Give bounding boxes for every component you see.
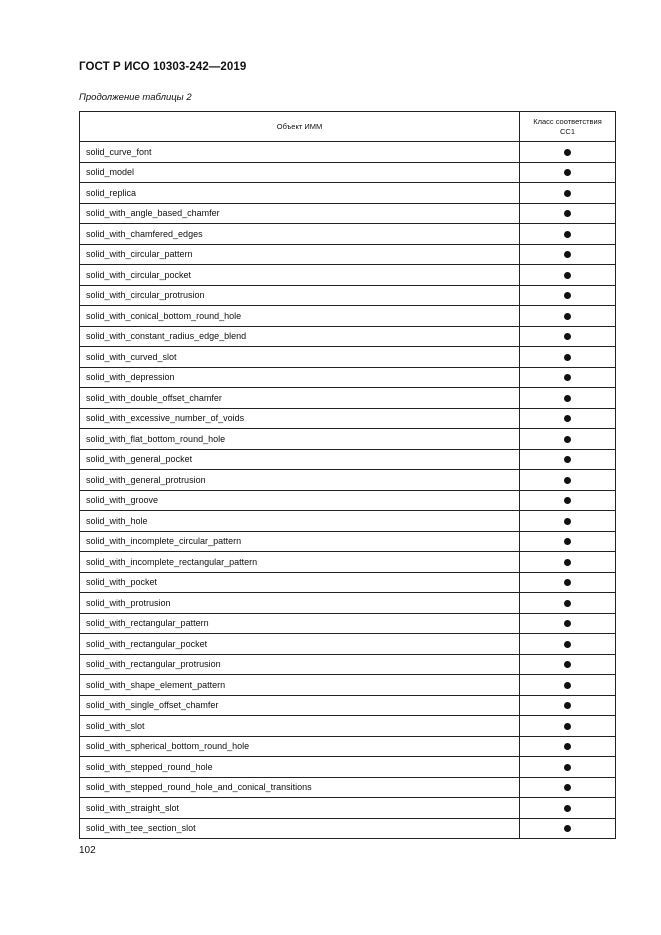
object-name-cell: solid_with_incomplete_rectangular_pattern <box>80 552 520 573</box>
object-name-cell: solid_replica <box>80 183 520 204</box>
filled-circle-icon <box>564 313 571 320</box>
filled-circle-icon <box>564 374 571 381</box>
object-name-cell: solid_with_rectangular_protrusion <box>80 654 520 675</box>
filled-circle-icon <box>564 477 571 484</box>
filled-circle-icon <box>564 764 571 771</box>
conformance-mark-cell <box>520 388 616 409</box>
conformance-mark-cell <box>520 162 616 183</box>
document-standard-title: ГОСТ Р ИСО 10303-242—2019 <box>79 61 247 73</box>
table-header-row <box>80 112 616 142</box>
conformance-mark-cell <box>520 224 616 245</box>
table-row <box>80 142 616 163</box>
table-row <box>80 388 616 409</box>
table-row <box>80 224 616 245</box>
conformance-mark-cell <box>520 777 616 798</box>
object-name-cell: solid_with_straight_slot <box>80 798 520 819</box>
filled-circle-icon <box>564 579 571 586</box>
conformance-mark-cell <box>520 654 616 675</box>
filled-circle-icon <box>564 620 571 627</box>
table-row <box>80 347 616 368</box>
filled-circle-icon <box>564 538 571 545</box>
filled-circle-icon <box>564 190 571 197</box>
table-row <box>80 634 616 655</box>
filled-circle-icon <box>564 682 571 689</box>
conformance-mark-cell <box>520 203 616 224</box>
conformance-mark-cell <box>520 531 616 552</box>
column-header-class <box>520 112 616 142</box>
filled-circle-icon <box>564 436 571 443</box>
table-row <box>80 367 616 388</box>
filled-circle-icon <box>564 169 571 176</box>
filled-circle-icon <box>564 272 571 279</box>
object-name-cell: solid_with_general_pocket <box>80 449 520 470</box>
conformance-mark-cell <box>520 818 616 839</box>
filled-circle-icon <box>564 825 571 832</box>
table-row <box>80 183 616 204</box>
conformance-table <box>79 111 616 839</box>
conformance-mark-cell <box>520 511 616 532</box>
filled-circle-icon <box>564 354 571 361</box>
conformance-mark-cell <box>520 326 616 347</box>
object-name-cell: solid_with_curved_slot <box>80 347 520 368</box>
filled-circle-icon <box>564 231 571 238</box>
object-name-cell: solid_with_rectangular_pocket <box>80 634 520 655</box>
object-name-cell: solid_with_angle_based_chamfer <box>80 203 520 224</box>
filled-circle-icon <box>564 456 571 463</box>
filled-circle-icon <box>564 743 571 750</box>
object-name-cell: solid_with_excessive_number_of_voids <box>80 408 520 429</box>
object-name-cell: solid_with_stepped_round_hole <box>80 757 520 778</box>
object-name-cell: solid_with_chamfered_edges <box>80 224 520 245</box>
object-name-cell: solid_with_protrusion <box>80 593 520 614</box>
table-row <box>80 798 616 819</box>
conformance-mark-cell <box>520 285 616 306</box>
object-name-cell: solid_with_circular_pattern <box>80 244 520 265</box>
table-row <box>80 552 616 573</box>
object-name-cell: solid_with_tee_section_slot <box>80 818 520 839</box>
table-row <box>80 716 616 737</box>
conformance-mark-cell <box>520 367 616 388</box>
column-header-class-line2: CC1 <box>559 126 575 136</box>
filled-circle-icon <box>564 395 571 402</box>
conformance-mark-cell <box>520 347 616 368</box>
table-row <box>80 429 616 450</box>
conformance-mark-cell <box>520 716 616 737</box>
table-body <box>80 142 616 839</box>
table-row <box>80 470 616 491</box>
filled-circle-icon <box>564 415 571 422</box>
object-name-cell: solid_with_incomplete_circular_pattern <box>80 531 520 552</box>
column-header-class-line1: Класс соответствия <box>533 116 602 126</box>
conformance-mark-cell <box>520 490 616 511</box>
object-name-cell: solid_with_stepped_round_hole_and_conical_transitions <box>80 777 520 798</box>
filled-circle-icon <box>564 149 571 156</box>
table-row <box>80 265 616 286</box>
filled-circle-icon <box>564 600 571 607</box>
object-name-cell: solid_with_slot <box>80 716 520 737</box>
conformance-mark-cell <box>520 306 616 327</box>
conformance-mark-cell <box>520 736 616 757</box>
table-row <box>80 654 616 675</box>
conformance-mark-cell <box>520 265 616 286</box>
column-header-object: Объект ИММ <box>80 112 520 142</box>
table-row <box>80 736 616 757</box>
object-name-cell: solid_with_shape_element_pattern <box>80 675 520 696</box>
table-row <box>80 777 616 798</box>
table-row <box>80 490 616 511</box>
table-row <box>80 531 616 552</box>
conformance-mark-cell <box>520 798 616 819</box>
conformance-mark-cell <box>520 675 616 696</box>
filled-circle-icon <box>564 251 571 258</box>
filled-circle-icon <box>564 723 571 730</box>
table-row <box>80 695 616 716</box>
conformance-mark-cell <box>520 572 616 593</box>
conformance-mark-cell <box>520 429 616 450</box>
object-name-cell: solid_with_groove <box>80 490 520 511</box>
table-row <box>80 613 616 634</box>
object-name-cell: solid_with_depression <box>80 367 520 388</box>
object-name-cell: solid_with_hole <box>80 511 520 532</box>
conformance-mark-cell <box>520 593 616 614</box>
conformance-mark-cell <box>520 634 616 655</box>
conformance-mark-cell <box>520 757 616 778</box>
object-name-cell: solid_model <box>80 162 520 183</box>
filled-circle-icon <box>564 661 571 668</box>
object-name-cell: solid_with_flat_bottom_round_hole <box>80 429 520 450</box>
conformance-mark-cell <box>520 183 616 204</box>
filled-circle-icon <box>564 333 571 340</box>
filled-circle-icon <box>564 210 571 217</box>
filled-circle-icon <box>564 497 571 504</box>
table-row <box>80 162 616 183</box>
table-row <box>80 511 616 532</box>
object-name-cell: solid_with_conical_bottom_round_hole <box>80 306 520 327</box>
table-row <box>80 306 616 327</box>
conformance-mark-cell <box>520 695 616 716</box>
object-name-cell: solid_curve_font <box>80 142 520 163</box>
conformance-mark-cell <box>520 470 616 491</box>
filled-circle-icon <box>564 702 571 709</box>
table-caption: Продолжение таблицы 2 <box>79 92 192 103</box>
object-name-cell: solid_with_double_offset_chamfer <box>80 388 520 409</box>
table-row <box>80 675 616 696</box>
table-row <box>80 818 616 839</box>
table-row <box>80 572 616 593</box>
page-number: 102 <box>79 845 96 856</box>
table-row <box>80 326 616 347</box>
filled-circle-icon <box>564 518 571 525</box>
table-row <box>80 757 616 778</box>
filled-circle-icon <box>564 641 571 648</box>
conformance-mark-cell <box>520 142 616 163</box>
object-name-cell: solid_with_constant_radius_edge_blend <box>80 326 520 347</box>
object-name-cell: solid_with_spherical_bottom_round_hole <box>80 736 520 757</box>
conformance-mark-cell <box>520 408 616 429</box>
table-row <box>80 244 616 265</box>
table-row <box>80 203 616 224</box>
filled-circle-icon <box>564 805 571 812</box>
object-name-cell: solid_with_general_protrusion <box>80 470 520 491</box>
object-name-cell: solid_with_single_offset_chamfer <box>80 695 520 716</box>
conformance-mark-cell <box>520 552 616 573</box>
object-name-cell: solid_with_circular_pocket <box>80 265 520 286</box>
filled-circle-icon <box>564 559 571 566</box>
object-name-cell: solid_with_pocket <box>80 572 520 593</box>
object-name-cell: solid_with_circular_protrusion <box>80 285 520 306</box>
object-name-cell: solid_with_rectangular_pattern <box>80 613 520 634</box>
filled-circle-icon <box>564 292 571 299</box>
table-row <box>80 593 616 614</box>
conformance-mark-cell <box>520 613 616 634</box>
filled-circle-icon <box>564 784 571 791</box>
conformance-mark-cell <box>520 244 616 265</box>
table-row <box>80 285 616 306</box>
table-row <box>80 408 616 429</box>
conformance-mark-cell <box>520 449 616 470</box>
table-row <box>80 449 616 470</box>
